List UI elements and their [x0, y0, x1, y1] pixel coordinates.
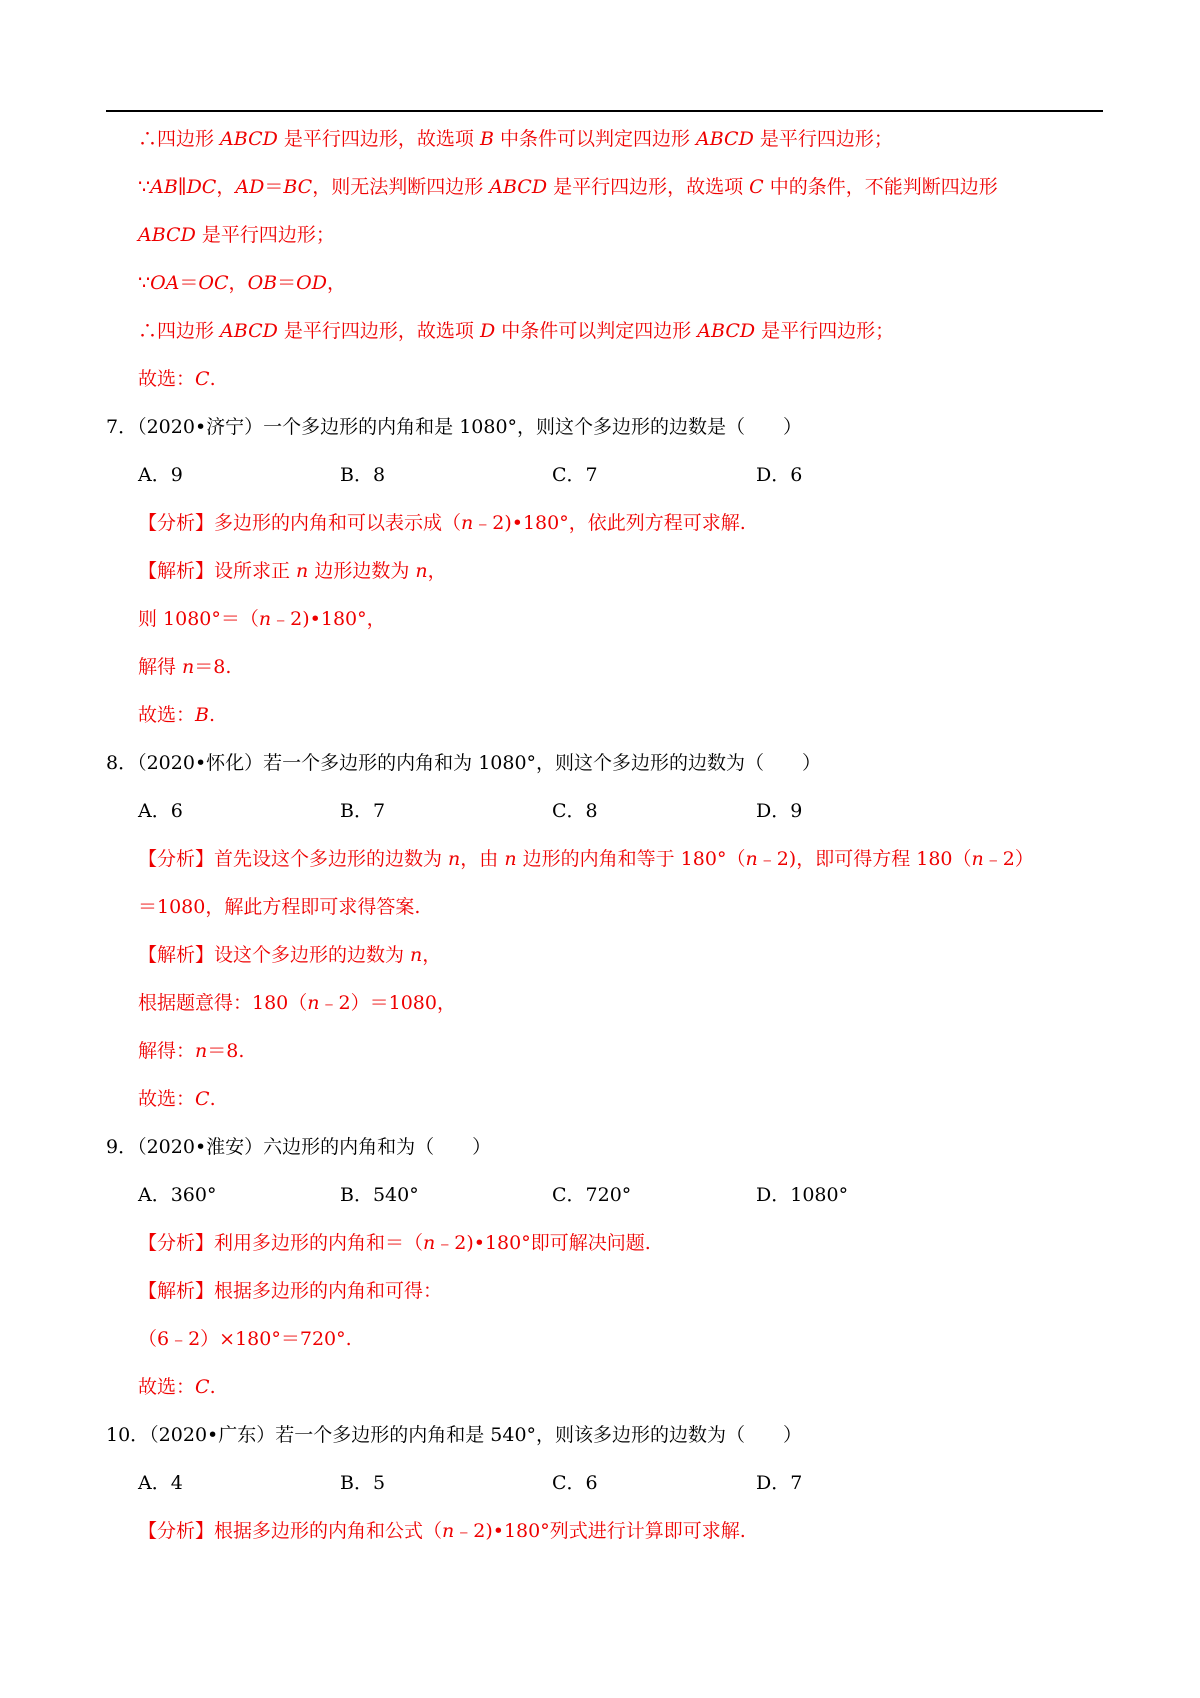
math-var: n [296, 560, 309, 582]
math-var: n [745, 848, 758, 870]
text: ﹣2)•180°列式进行计算即可求解. [454, 1520, 746, 1542]
math-var: AB [150, 176, 178, 198]
text: ∥ [177, 176, 187, 198]
q8-choice [138, 1086, 216, 1112]
q8-option-d: D．9 [756, 800, 803, 822]
text: . [208, 704, 216, 726]
text: ， [228, 272, 248, 294]
text: ﹣2） [983, 848, 1034, 870]
text: ， [427, 560, 447, 582]
text: 【分析】首先设这个多边形的边数为 [138, 848, 449, 870]
q8-solution-1 [138, 942, 441, 968]
math-var: OB [247, 272, 278, 294]
text: ＝8. [194, 656, 232, 678]
q8-question: 8．（2020•怀化）若一个多边形的内角和为 1080°，则这个多边形的边数为（ ） [106, 752, 822, 774]
math-var: n [971, 848, 984, 870]
text: 中的条件，不能判断四边形 [763, 176, 998, 198]
math-var: n [504, 848, 517, 870]
text: ，由 [460, 848, 505, 870]
text: 边形的内角和等于 180°（ [516, 848, 746, 870]
math-var: B [479, 128, 494, 150]
q8-solution-3 [138, 1038, 244, 1064]
continuation-line-1 [138, 126, 893, 152]
continuation-line-5 [138, 318, 894, 344]
math-var: C [749, 176, 764, 198]
q10-analysis [138, 1518, 746, 1544]
text: 【解析】设所求正 [138, 560, 297, 582]
text: 【分析】利用多边形的内角和＝（ [138, 1232, 424, 1254]
math-var: ABCD [489, 176, 548, 198]
continuation-line-3 [138, 222, 335, 248]
text: 故选： [138, 368, 196, 390]
math-var: ABCD [220, 320, 278, 342]
q9-choice [138, 1374, 216, 1400]
text: 中条件可以判定四边形 [495, 320, 698, 342]
math-var: OA [150, 272, 180, 294]
math-var: n [442, 1520, 455, 1542]
math-var: C [195, 1376, 210, 1398]
text: 是平行四边形； [753, 128, 893, 150]
math-var: n [182, 656, 195, 678]
text: 是平行四边形； [755, 320, 895, 342]
q7-choice [138, 702, 215, 728]
text: ﹣2)•180°， [271, 608, 386, 630]
text: 根据题意得：180（ [138, 992, 308, 1014]
text: ﹣2)，即可得方程 180（ [757, 848, 972, 870]
text: ﹣2)•180°，依此列方程可求解. [473, 512, 746, 534]
q9-option-d: D．1080° [756, 1184, 849, 1206]
math-var: ABCD [138, 224, 196, 246]
math-var: C [195, 1088, 210, 1110]
math-var: B [195, 704, 209, 726]
text: 解得： [138, 1040, 196, 1062]
text: ∵ [138, 272, 151, 294]
text: ∵ [138, 176, 151, 198]
q9-question: 9．（2020•淮安）六边形的内角和为（ ） [106, 1136, 492, 1158]
math-var: n [423, 1232, 436, 1254]
q8-solution-2 [138, 990, 456, 1016]
q9-solution-1: 【解析】根据多边形的内角和可得： [138, 1280, 443, 1302]
text: 则 1080°＝（ [138, 608, 259, 630]
text: ﹣2）＝1080， [319, 992, 456, 1014]
math-var: n [461, 512, 474, 534]
q9-solution-2: （6﹣2）×180°＝720°. [138, 1328, 352, 1350]
text: 是平行四边形，故选项 [277, 128, 480, 150]
q7-question: 7．（2020•济宁）一个多边形的内角和是 1080°，则这个多边形的边数是（ ） [106, 416, 803, 438]
math-var: n [448, 848, 461, 870]
math-var: D [479, 320, 496, 342]
math-var: DC [186, 176, 217, 198]
text: ＝8. [207, 1040, 245, 1062]
continuation-choice [138, 366, 216, 392]
q9-analysis [138, 1230, 651, 1256]
math-var: ABCD [220, 128, 278, 150]
q8-option-b: B．7 [340, 800, 386, 822]
text: 【解析】设这个多边形的边数为 [138, 944, 411, 966]
text: 【分析】多边形的内角和可以表示成（ [138, 512, 462, 534]
q7-solution-1 [138, 558, 447, 584]
q10-option-d: D．7 [756, 1472, 803, 1494]
text: 故选： [138, 1376, 196, 1398]
text: ，则无法判断四边形 [312, 176, 490, 198]
continuation-line-4 [138, 270, 346, 296]
text: ∴四边形 [138, 320, 221, 342]
math-var: C [195, 368, 210, 390]
text: 故选： [138, 1088, 196, 1110]
continuation-line-2 [138, 174, 998, 200]
q10-option-a: A．4 [138, 1472, 183, 1494]
q8-option-a: A．6 [138, 800, 183, 822]
math-var: OD [296, 272, 327, 294]
math-var: OC [198, 272, 229, 294]
text: 中条件可以判定四边形 [493, 128, 697, 150]
q10-option-b: B．5 [340, 1472, 386, 1494]
math-var: BC [283, 176, 313, 198]
math-var: n [195, 1040, 208, 1062]
math-var: ABCD [696, 128, 754, 150]
text: ， [422, 944, 442, 966]
q7-solution-2 [138, 606, 386, 632]
q7-option-a: A．9 [138, 464, 183, 486]
math-var: n [258, 608, 272, 630]
q9-option-c: C．720° [552, 1184, 632, 1206]
math-var: n [307, 992, 320, 1014]
text: ＝ [264, 176, 284, 198]
text: 【分析】根据多边形的内角和公式（ [138, 1520, 443, 1542]
q8-analysis-1 [138, 846, 1034, 872]
q10-question: 10．（2020•广东）若一个多边形的内角和是 540°，则该多边形的边数为（ ） [106, 1424, 803, 1446]
text: . [209, 1088, 216, 1110]
text: ， [326, 272, 346, 294]
text: ﹣2)•180°即可解决问题. [435, 1232, 651, 1254]
q7-option-c: C．7 [552, 464, 598, 486]
text: 是平行四边形； [195, 224, 335, 246]
math-var: n [410, 944, 423, 966]
text: ， [216, 176, 236, 198]
q9-option-a: A．360° [138, 1184, 217, 1206]
q9-option-b: B．540° [340, 1184, 419, 1206]
text: ＝ [277, 272, 297, 294]
q7-solution-3 [138, 654, 231, 680]
q8-option-c: C．8 [552, 800, 598, 822]
q8-analysis-2: ＝1080，解此方程即可求得答案. [138, 896, 421, 918]
text: 是平行四边形，故选项 [547, 176, 750, 198]
text: ∴四边形 [138, 128, 221, 150]
text: ＝ [179, 272, 199, 294]
text: . [209, 368, 216, 390]
math-var: n [415, 560, 428, 582]
q7-option-d: D．6 [756, 464, 803, 486]
text: 故选： [138, 704, 196, 726]
q10-option-c: C．6 [552, 1472, 598, 1494]
text: 边形边数为 [308, 560, 416, 582]
q7-option-b: B．8 [340, 464, 386, 486]
text: . [209, 1376, 216, 1398]
text: 解得 [138, 656, 183, 678]
header-rule [106, 110, 1103, 112]
math-var: AD [235, 176, 265, 198]
math-var: ABCD [697, 320, 756, 342]
text: 是平行四边形，故选项 [277, 320, 480, 342]
q7-analysis [138, 510, 746, 536]
